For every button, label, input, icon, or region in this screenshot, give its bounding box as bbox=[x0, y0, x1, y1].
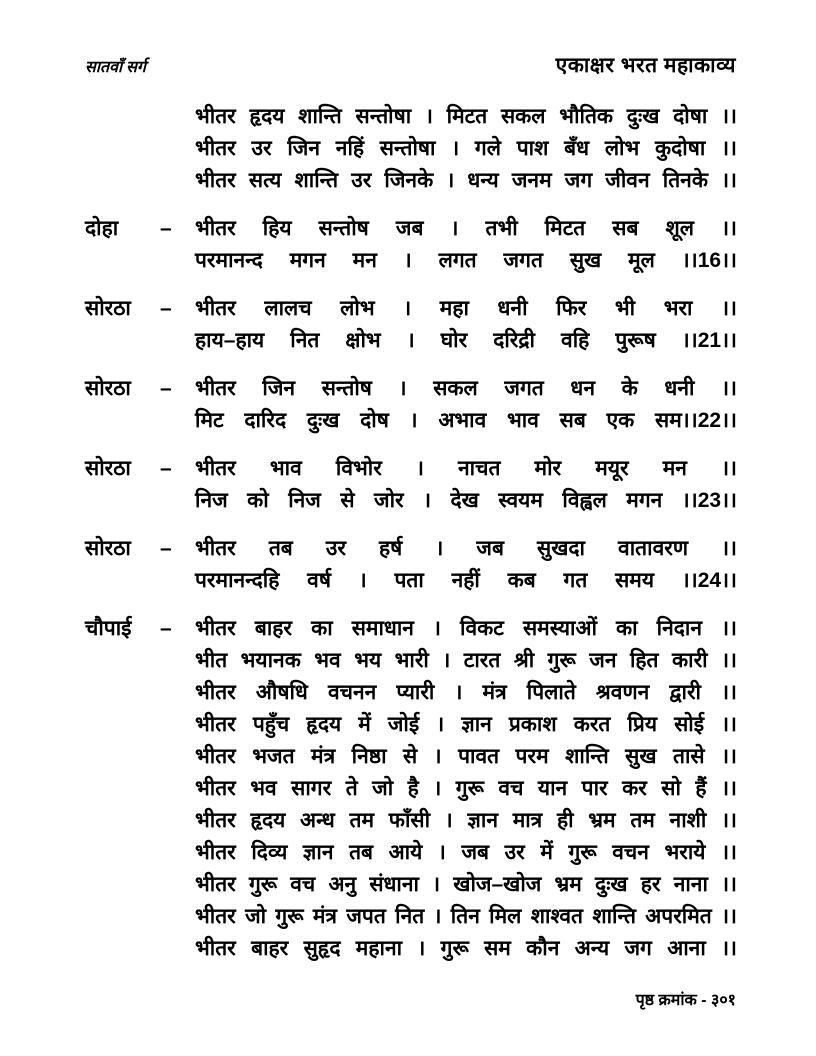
verse-block bbox=[85, 453, 737, 517]
verse-line: भीत भयानक भव भय भारी । टारत श्री गुरू जन हित कारी ।। bbox=[195, 649, 737, 672]
verse-line: भीतर औषधि वचनन प्यारी । मंत्र पिलाते श्रवणन द्वारी ।। bbox=[195, 681, 737, 704]
verse-line: भीतर जो गुरू मंत्र जपत नित । तिन मिल शाश्वत शान्ति अपरमित ।। bbox=[195, 905, 737, 928]
page-number: पृष्ठ क्रमांक - ३०१ bbox=[635, 992, 736, 1009]
verse-line: भीतर गुरू वच अनु संधाना । खोज–खोज भ्रम दुःख हर नाना ।। bbox=[195, 873, 737, 896]
verse-line: भीतर उर जिन नहिं सन्तोषा । गले पाश बँध लोभ कुदोषा ।। bbox=[195, 137, 737, 160]
verse-block-label: चौपाई bbox=[85, 617, 132, 640]
verse-lines bbox=[195, 373, 737, 437]
verse-line: भीतर हृदय अन्ध तम फाँसी । ज्ञान मात्र ही भ्रम तम नाशी ।। bbox=[195, 809, 737, 832]
verse-lines bbox=[195, 453, 737, 517]
verse-lines bbox=[195, 613, 737, 965]
verse-block bbox=[85, 213, 737, 277]
verse-lines bbox=[195, 101, 737, 197]
verse-lines bbox=[195, 293, 737, 357]
verse-line: भीतर भव सागर ते जो है । गुरू वच यान पार कर सो हैं ।। bbox=[195, 777, 737, 800]
verse-blocks bbox=[0, 80, 816, 965]
verse-line: परमानन्द मगन मन । लगत जगत सुख मूल ।।16।। bbox=[195, 249, 737, 272]
verse-lines bbox=[195, 533, 737, 597]
verse-lines bbox=[195, 213, 737, 277]
verse-block bbox=[85, 293, 737, 357]
verse-block bbox=[85, 613, 737, 965]
page-header bbox=[0, 0, 816, 80]
verse-line: भीतर सत्य शान्ति उर जिनके । धन्य जनम जग जीवन तिनके ।। bbox=[195, 169, 737, 192]
verse-line: भीतर भाव विभोर । नाचत मोर मयूर मन ।। bbox=[195, 457, 737, 480]
verse-line: परमानन्दहि वर्ष । पता नहीं कब गत समय ।।24।। bbox=[195, 569, 737, 592]
verse-block bbox=[85, 373, 737, 437]
verse-line: भीतर बाहर का समाधान । विकट समस्याओं का निदान ।। bbox=[195, 617, 737, 640]
verse-block-label bbox=[85, 101, 160, 197]
verse-line: भीतर दिव्य ज्ञान तब आये । जब उर में गुरू वचन भराये ।। bbox=[195, 841, 737, 864]
verse-line: भीतर जिन सन्तोष । सकल जगत धन के धनी ।। bbox=[195, 377, 737, 400]
verse-line: भीतर तब उर हर्ष । जब सुखदा वातावरण ।। bbox=[195, 537, 737, 560]
verse-line: भीतर बाहर सुहृद महाना । गुरू सम कौन अन्य जग आना ।। bbox=[195, 937, 737, 960]
verse-block bbox=[85, 533, 737, 597]
verse-line: हाय–हाय नित क्षोभ । घोर दरिद्री वहि पुरूष ।।21।। bbox=[195, 329, 737, 352]
verse-block-dash: – bbox=[160, 617, 172, 640]
verse-block-dash: – bbox=[160, 457, 172, 480]
verse-block bbox=[85, 101, 737, 197]
verse-block-label: सोरठा bbox=[85, 377, 131, 400]
verse-block-label: दोहा bbox=[85, 217, 119, 240]
verse-line: भीतर पहुँच हृदय में जोई । ज्ञान प्रकाश करत प्रिय सोई ।। bbox=[195, 713, 737, 736]
verse-block-label: सोरठा bbox=[85, 537, 131, 560]
verse-block-dash: – bbox=[160, 217, 172, 240]
verse-block-label: सोरठा bbox=[85, 297, 131, 320]
book-title: एकाक्षर भरत महाकाव्य bbox=[555, 54, 736, 77]
verse-line: भीतर लालच लोभ । महा धनी फिर भी भरा ।। bbox=[195, 297, 737, 320]
verse-block-label: सोरठा bbox=[85, 457, 131, 480]
verse-block-dash: – bbox=[160, 297, 172, 320]
chapter-title: सातवाँ सर्ग bbox=[85, 59, 146, 76]
verse-line: भीतर हिय सन्तोष जब । तभी मिटत सब शूल ।। bbox=[195, 217, 737, 240]
verse-line: निज को निज से जोर । देख स्वयम विह्वल मगन ।।23।। bbox=[195, 489, 737, 512]
verse-block-dash: – bbox=[160, 537, 172, 560]
verse-block-dash: – bbox=[160, 377, 172, 400]
verse-line: भीतर भजत मंत्र निष्ठा से । पावत परम शान्ति सुख तासे ।। bbox=[195, 745, 737, 768]
verse-line: मिट दारिद दुःख दोष । अभाव भाव सब एक सम।।22।। bbox=[195, 409, 737, 432]
page-footer bbox=[636, 988, 736, 1010]
verse-line: भीतर हृदय शान्ति सन्तोषा । मिटत सकल भौतिक दुःख दोषा ।। bbox=[195, 105, 737, 128]
verse-block-dash bbox=[160, 101, 195, 197]
